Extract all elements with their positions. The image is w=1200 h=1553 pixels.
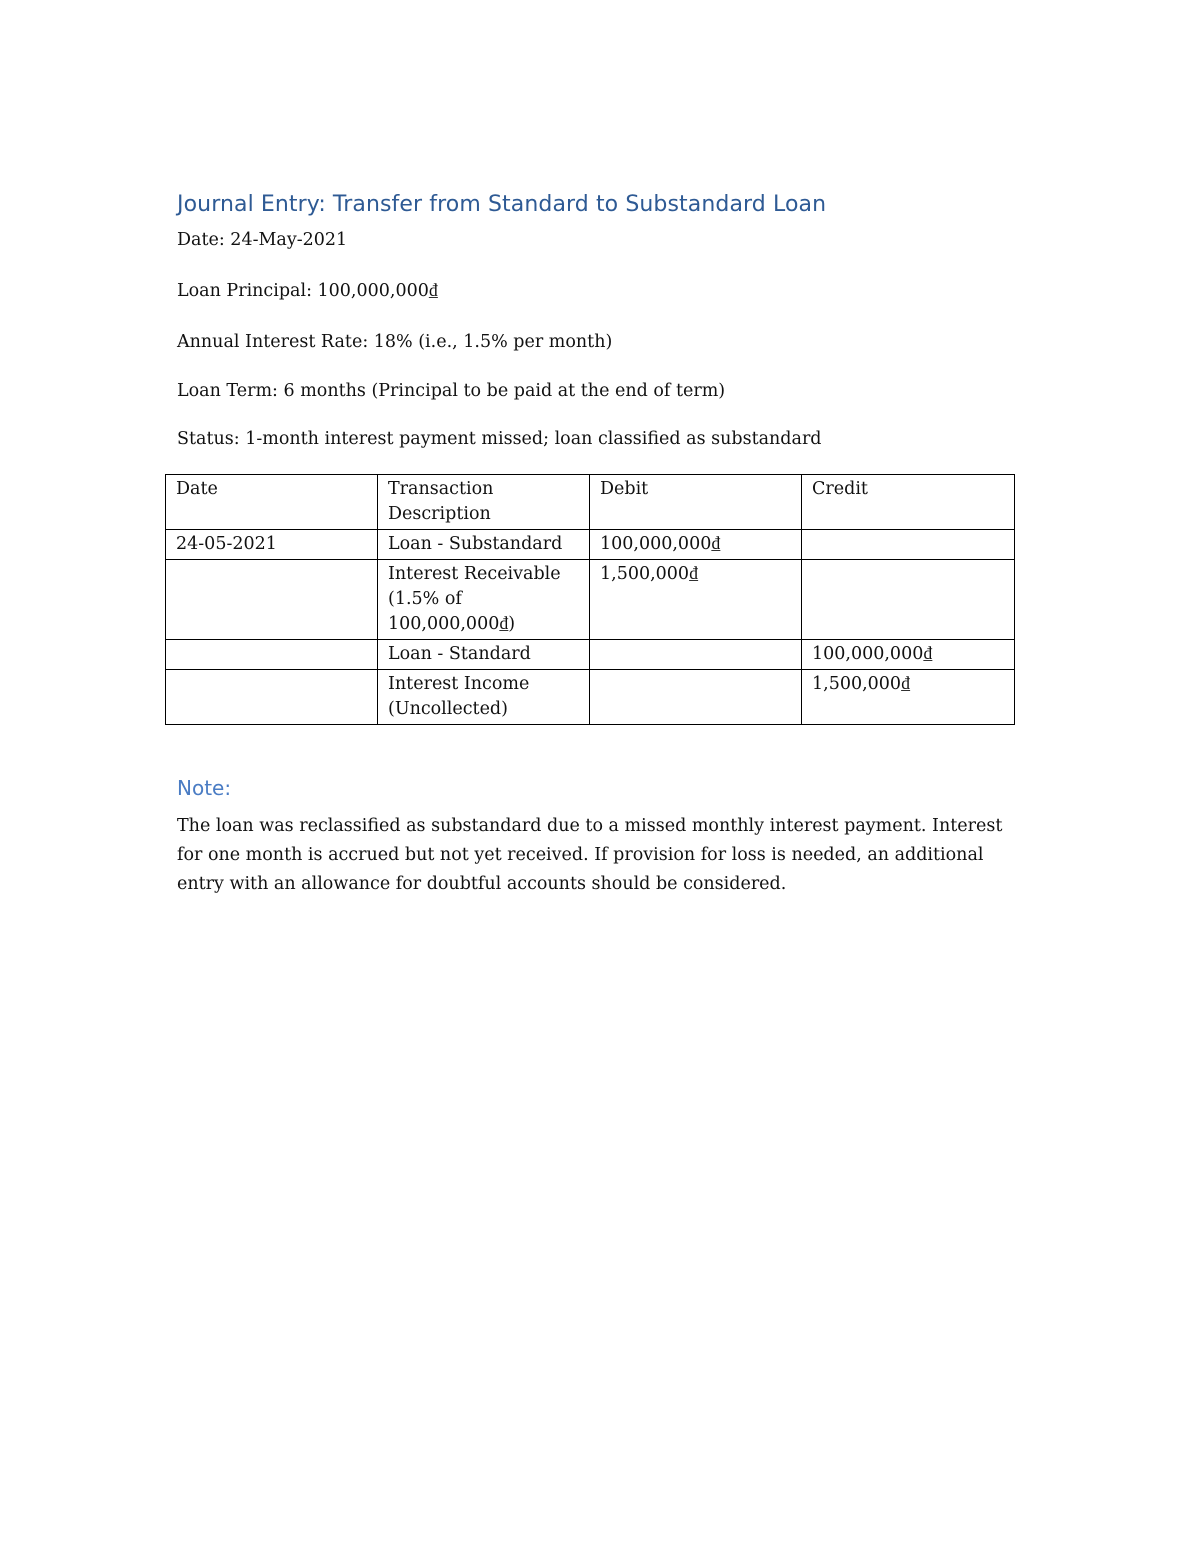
cell-credit: 100,000,000₫ [802,640,1015,670]
cell-date [166,560,378,640]
cell-credit: 1,500,000₫ [802,670,1015,725]
table-row [166,560,1015,640]
cell-credit [802,530,1015,560]
note-body: The loan was reclassified as substandard due to a missed monthly interest payment. Interest for one month is accrued but not yet received. If provision for loss is needed, an additional entry with an allowance for doubtful accounts should be considered. [177,816,1003,894]
journal-table [165,474,1015,725]
cell-date: 24-05-2021 [166,530,378,560]
header-description: Transaction Description [378,475,590,530]
loan-term: Loan Term: 6 months (Principal to be paid at the end of term) [177,381,726,401]
table-row [166,670,1015,725]
cell-description: Interest Receivable (1.5% of 100,000,000₫) [378,560,590,640]
cell-debit: 100,000,000₫ [590,530,802,560]
loan-status: Status: 1-month interest payment missed; loan classified as substandard [177,429,822,449]
cell-debit [590,670,802,725]
cell-description: Interest Income (Uncollected) [378,670,590,725]
cell-debit: 1,500,000₫ [590,560,802,640]
cell-description: Loan - Substandard [378,530,590,560]
cell-credit [802,560,1015,640]
table-header-row [166,475,1015,530]
cell-date [166,670,378,725]
interest-rate: Annual Interest Rate: 18% (i.e., 1.5% per month) [177,332,613,352]
loan-principal: Loan Principal: 100,000,000₫ [177,281,438,301]
table-row [166,530,1015,560]
entry-date: Date: 24-May-2021 [177,230,348,250]
header-credit: Credit [802,475,1015,530]
page-title: Journal Entry: Transfer from Standard to Substandard Loan [177,192,827,217]
header-debit: Debit [590,475,802,530]
cell-date [166,640,378,670]
header-date: Date [166,475,378,530]
table-row [166,640,1015,670]
cell-description: Loan - Standard [378,640,590,670]
cell-debit [590,640,802,670]
note-heading: Note: [177,776,232,800]
